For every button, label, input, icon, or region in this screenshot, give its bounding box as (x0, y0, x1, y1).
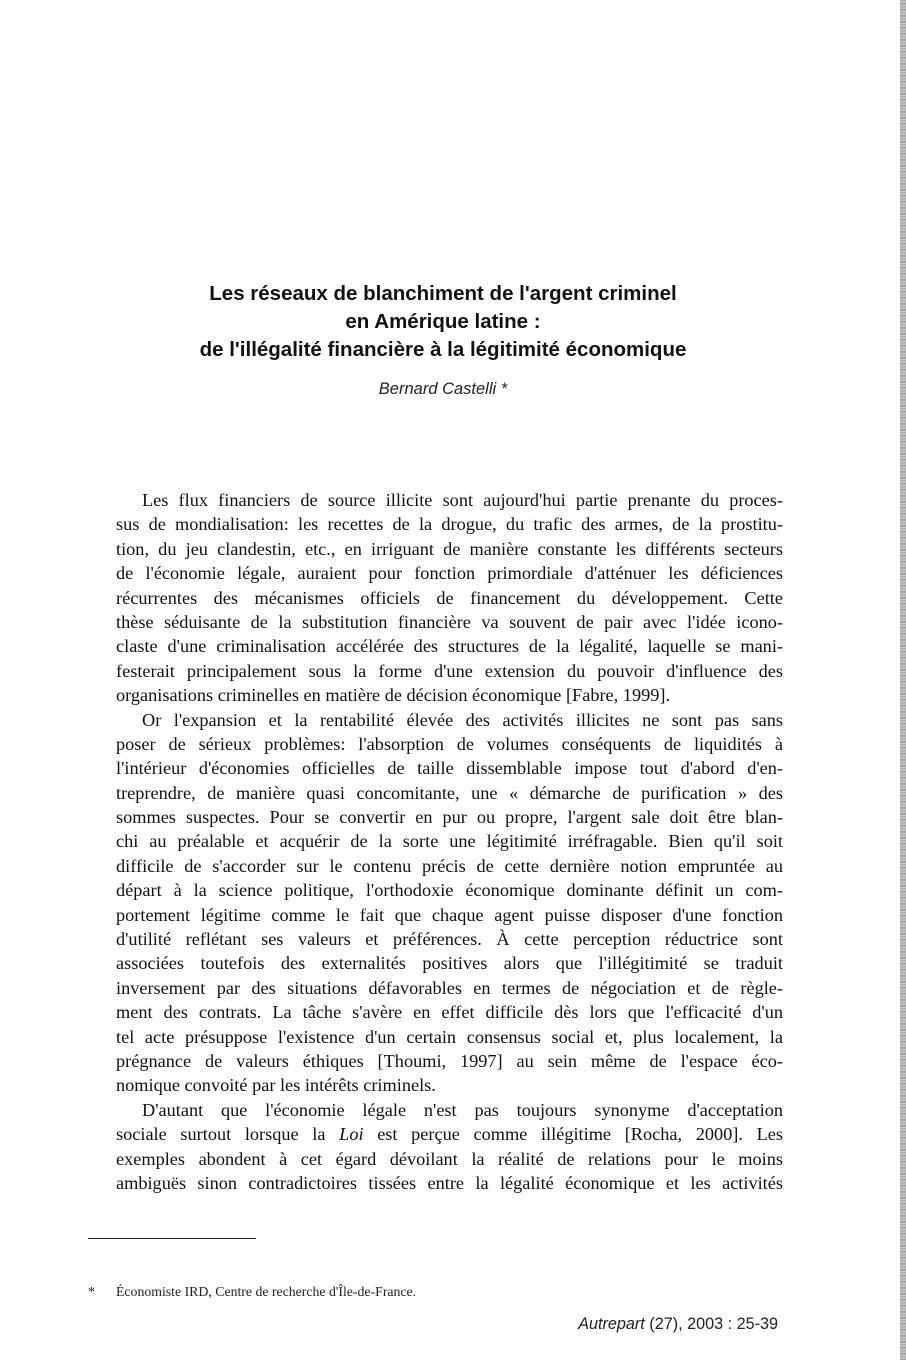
body-line: difficile de s'accorder sur le contenu précis de cette dernière notion empruntée au (116, 855, 783, 876)
body-line: sommes suspectes. Pour se convertir en pur ou propre, l'argent sale doit être blan- (116, 807, 783, 828)
body-line: D'autant que l'économie légale n'est pas toujours synonyme d'acceptation (142, 1099, 783, 1120)
body-line (116, 1122, 783, 1146)
body-line: chi au préalable et acquérir de la sorte une légitimité irréfragable. Bien qu'il soit (116, 831, 783, 852)
body-line: festerait principalement sous la forme d'une extension du pouvoir d'influence des (116, 660, 783, 681)
body-line: ment des contrats. La tâche s'avère en effet difficile dès lors que l'efficacité d'un (116, 1002, 783, 1023)
body-text-span: est perçue comme illégitime [Rocha, 2000]. Les (363, 1124, 783, 1145)
body-line: sus de mondialisation: les recettes de la drogue, du trafic des armes, de la prostitu- (116, 514, 783, 535)
footnote (88, 1284, 416, 1300)
paragraph-3 (116, 1098, 783, 1196)
body-line: inversement par des situations défavorables en termes de négociation et de règle- (116, 977, 783, 998)
footnote-text: Économiste IRD, Centre de recherche d'Île-de-France. (116, 1284, 417, 1299)
journal-name: Autrepart (578, 1315, 645, 1333)
body-line: tel acte présuppose l'existence d'un certain consensus social et, plus localement, la (116, 1026, 783, 1047)
body-line: thèse séduisante de la substitution financière va souvent de pair avec l'idée icono- (116, 611, 783, 632)
paragraph-1 (116, 488, 783, 708)
body-line: poser de sérieux problèmes: l'absorption de volumes conséquents de liquidités à (116, 733, 783, 754)
body-line: Or l'expansion et la rentabilité élevée des activités illicites ne sont pas sans (142, 709, 783, 730)
title-line-3: de l'illégalité financière à la légitimité économique (199, 338, 687, 361)
footnote-marker: * (88, 1284, 95, 1299)
article-title (0, 280, 886, 364)
body-text-span: sociale surtout lorsque la (116, 1124, 340, 1145)
body-line: nomique convoité par les intérêts criminels. (116, 1075, 436, 1096)
body-line: récurrentes des mécanismes officiels de financement du développement. Cette (116, 587, 783, 608)
scan-edge (900, 0, 906, 1360)
body-line: d'utilité reflétant ses valeurs et préférences. À cette perception réductrice sont (116, 929, 783, 950)
body-line: portement légitime comme le fait que chaque agent puisse disposer d'une fonction (116, 904, 783, 925)
footnote-rule (88, 1238, 256, 1239)
paragraph-2 (116, 708, 783, 1098)
title-line-1: Les réseaux de blanchiment de l'argent criminel (209, 282, 677, 305)
body-line: associées toutefois des externalités positives alors que l'illégitimité se traduit (116, 953, 783, 974)
title-line-2: en Amérique latine : (345, 310, 541, 333)
journal-issue: (27), 2003 : 25-39 (644, 1315, 778, 1333)
body-line: tion, du jeu clandestin, etc., en irriguant de manière constante les différents secteurs (116, 538, 783, 559)
body-line: claste d'une criminalisation accélérée des structures de la légalité, laquelle se mani- (116, 636, 783, 657)
body-line: départ à la science politique, l'orthodoxie économique dominante définit un com- (116, 880, 783, 901)
body-line: prégnance de valeurs éthiques [Thoumi, 1997] au sein même de l'espace éco- (116, 1050, 783, 1071)
body-line: l'intérieur d'économies officielles de taille dissemblable impose tout d'abord d'en- (116, 758, 783, 779)
body-text (116, 488, 783, 1195)
body-line: treprendre, de manière quasi concomitante, une « démarche de purification » des (116, 782, 783, 803)
body-line: Les flux financiers de source illicite sont aujourd'hui partie prenante du proces- (142, 490, 783, 510)
journal-citation (578, 1315, 778, 1334)
body-line: organisations criminelles en matière de décision économique [Fabre, 1999]. (116, 685, 671, 706)
body-line: exemples abondent à cet égard dévoilant la réalité de relations pour le moins (116, 1148, 783, 1169)
emphasis-loi: Loi (339, 1124, 364, 1145)
body-line: ambiguës sinon contradictoires tissées entre la légalité économique et les activités (116, 1172, 783, 1193)
body-line: de l'économie légale, auraient pour fonction primordiale d'atténuer les déficiences (116, 563, 783, 584)
author: Bernard Castelli * (378, 380, 508, 398)
